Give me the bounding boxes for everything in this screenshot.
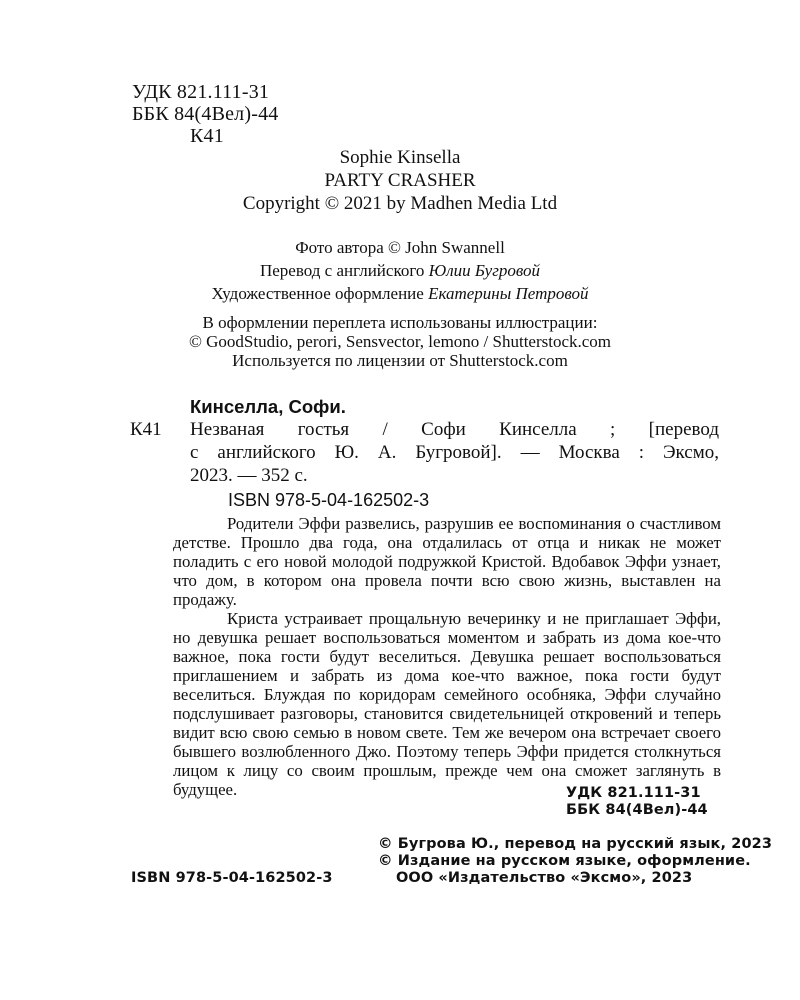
photo-credit: Фото автора © John Swannell <box>295 238 505 257</box>
original-copyright: Copyright © 2021 by Madhen Media Ltd <box>242 193 558 214</box>
udk-code-bottom: УДК 821.111-31 <box>566 785 701 801</box>
annotation-paragraph-2: Криста устраивает прощальную вечеринку и не приглашает Эффи, но девушка решает воспользоваться моментом и забрать из дома кое-что важное, пока гости будут веселиться. Девушка решает воспользоваться приглашением и забрать из дома кое-что важное, пока гости будут веселиться. Блуждая по коридорам семейного особняка, Эффи случайно подслушивает разговоры, становится свидетельницей откровений и теперь видит всю свою семью в новом свете. Тем же вечером она встречает своего бывшего возлюбленного Джо. Поэтому теперь Эффи придется столкнуться лицом к лицу со своим прошлым, прежде чем она сможет заглянуть в будущее. <box>173 609 721 799</box>
catalog-description-line-3: 2023. — 352 с. <box>190 465 308 486</box>
translator-name: Юлии Бугровой <box>428 261 541 280</box>
illustrations-license-line-1: В оформлении переплета использованы иллюстрации: <box>202 313 598 332</box>
catalog-author-mark: К41 <box>130 419 162 440</box>
bbk-code-top: ББК 84(4Вел)-44 <box>132 103 279 125</box>
original-title: PARTY CRASHER <box>324 170 476 191</box>
designer-name: Екатерины Петровой <box>428 284 589 303</box>
design-prefix: Художественное оформление <box>211 284 429 303</box>
author-mark-top: К41 <box>190 125 224 147</box>
catalog-isbn: ISBN 978-5-04-162502-3 <box>228 490 430 510</box>
catalog-description-line-2: с английского Ю. А. Бугровой]. — Москва : Эксмо, <box>190 442 719 463</box>
translation-copyright: © Бугрова Ю., перевод на русский язык, 2023 <box>378 836 773 852</box>
illustrations-license-line-2: © GoodStudio, perori, Sensvector, lemono / Shutterstock.com <box>188 332 612 351</box>
translation-prefix: Перевод с английского <box>259 261 429 280</box>
original-author: Sophie Kinsella <box>339 147 461 168</box>
footer-isbn: ISBN 978-5-04-162502-3 <box>131 870 333 886</box>
illustrations-license-line-3: Используется по лицензии от Shutterstock.com <box>232 351 568 370</box>
design-credit <box>0 285 800 303</box>
annotation-paragraph-1: Родители Эффи развелись, разрушив ее воспоминания о счастливом детстве. Прошло два года, она отдалилась от отца и никак не может поладить с его новой молодой подружкой Кристой. Вдобавок Эффи узнает, что дом, в котором она провела почти всю свою жизнь, выставлен на продажу. <box>173 514 721 609</box>
book-annotation <box>173 514 721 799</box>
catalog-heading: Кинселла, Софи. <box>190 396 346 417</box>
bbk-code-bottom: ББК 84(4Вел)-44 <box>566 802 708 818</box>
translation-credit <box>0 262 800 280</box>
edition-copyright: © Издание на русском языке, оформление. <box>378 853 751 869</box>
udk-code-top: УДК 821.111-31 <box>132 81 270 103</box>
publisher-copyright: ООО «Издательство «Эксмо», 2023 <box>396 870 693 886</box>
catalog-description-line-1: Незваная гостья / Софи Кинселла ; [перевод <box>190 419 719 440</box>
